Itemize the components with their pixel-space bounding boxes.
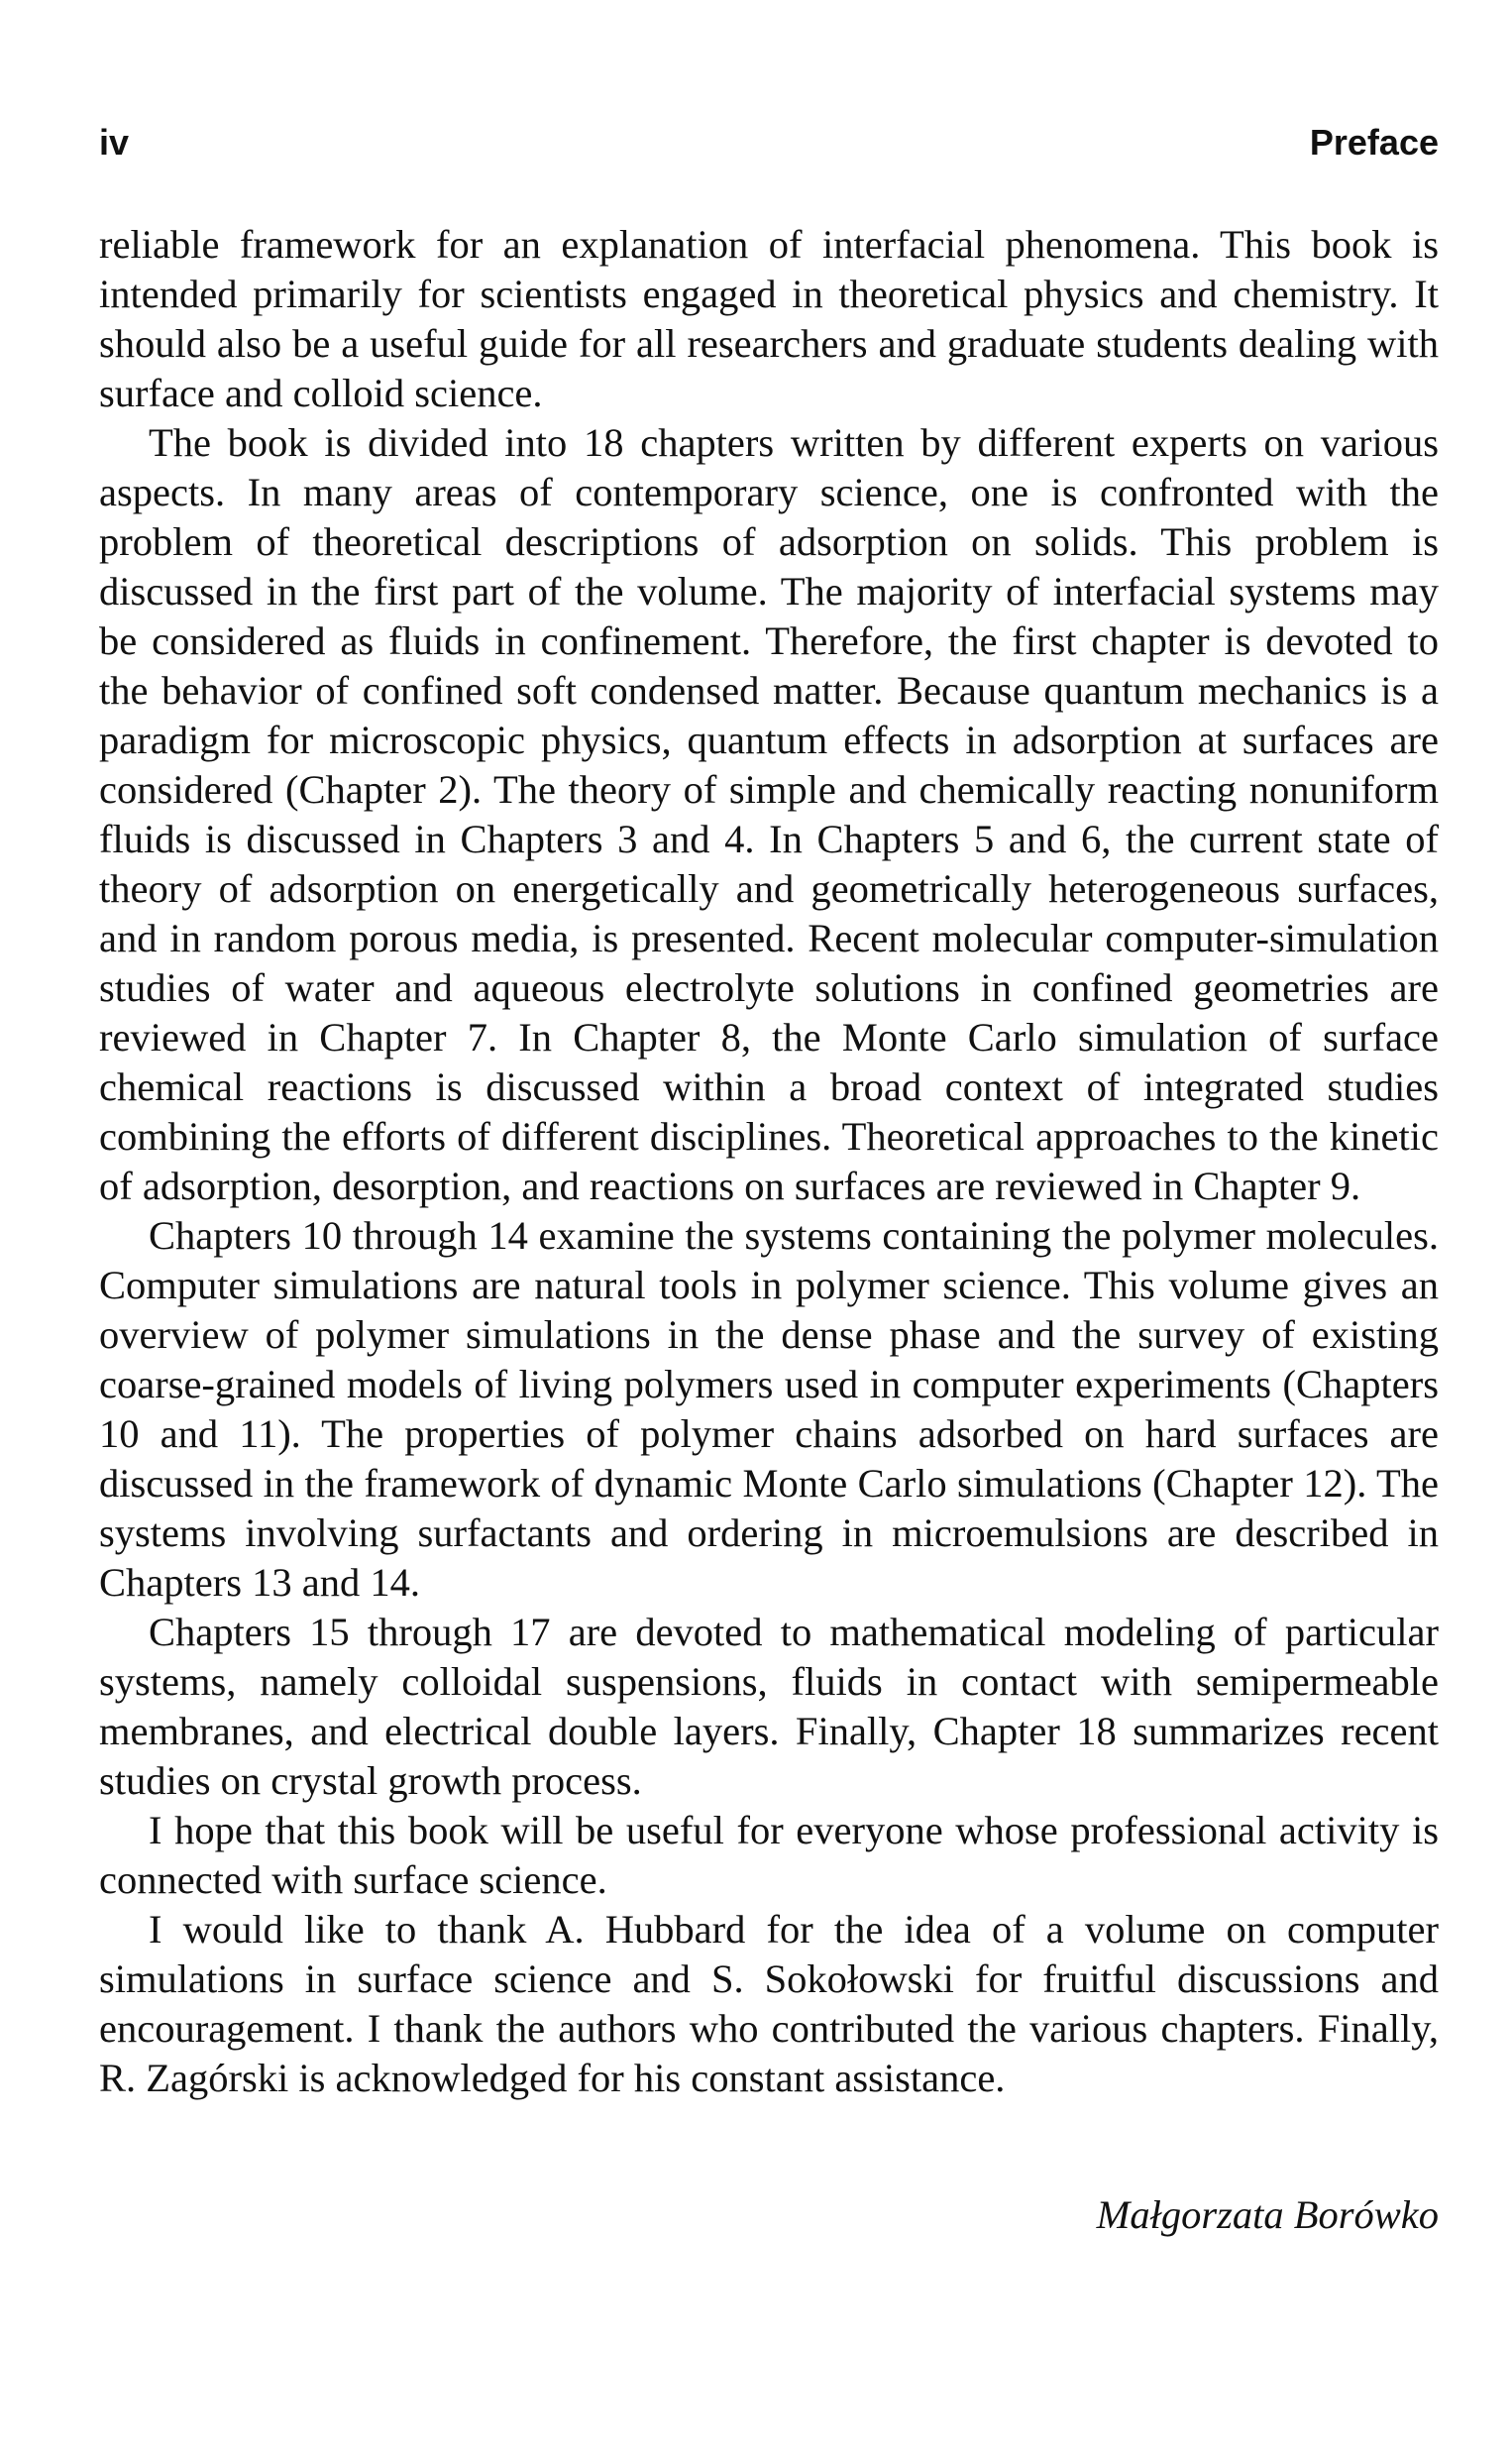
running-head	[99, 119, 1439, 167]
document-page	[99, 119, 1439, 2240]
paragraph-5: I hope that this book will be useful for everyone whose professional activity is connected with surface science.	[99, 1808, 1439, 1902]
section-title: Preface	[1309, 122, 1439, 163]
paragraph-1: reliable framework for an explanation of interfacial phenomena. This book is intended primarily for scientists engaged in theoretical physics and chemistry. It should also be a useful guide for all researchers and graduate students dealing with surface and colloid science.	[99, 222, 1439, 415]
body-text	[99, 220, 1439, 2103]
paragraph-4: Chapters 15 through 17 are devoted to mathematical modeling of particular systems, namely colloidal suspensions, fluids in contact with semipermeable membranes, and electrical double layers. Finally, Chapter 18 summarizes recent studies on crystal growth process.	[99, 1610, 1439, 1803]
author-signature: Małgorzata Borówko	[1096, 2192, 1439, 2237]
page-number: iv	[99, 122, 130, 163]
paragraph-3: Chapters 10 through 14 examine the systems containing the polymer molecules. Computer simulations are natural tools in polymer science. This volume gives an overview of polymer simulations in the dense phase and the survey of existing coarse-grained models of living polymers used in computer experiments (Chapters 10 and 11). The properties of polymer chains adsorbed on hard surfaces are discussed in the framework of dynamic Monte Carlo simulations (Chapter 12). The systems involving surfactants and ordering in microemulsions are described in Chapters 13 and 14.	[99, 1213, 1439, 1605]
paragraph-6: I would like to thank A. Hubbard for the idea of a volume on computer simulations in surface science and S. Sokołowski for fruitful discussions and encouragement. I thank the authors who contributed the various chapters. Finally, R. Zagórski is acknowledged for his constant assistance.	[99, 1907, 1439, 2100]
paragraph-2: The book is divided into 18 chapters written by different experts on various aspects. In many areas of contemporary science, one is confronted with the problem of theoretical descriptions of adsorption on solids. This problem is discussed in the first part of the volume. The majority of interfacial systems may be considered as fluids in confinement. Therefore, the first chapter is devoted to the behavior of confined soft condensed matter. Because quantum mechanics is a paradigm for microscopic physics, quantum effects in adsorption at surfaces are considered (Chapter 2). The theory of simple and chemically reacting nonuniform fluids is discussed in Chapters 3 and 4. In Chapters 5 and 6, the current state of theory of adsorption on energetically and geometrically heterogeneous surfaces, and in random porous media, is presented. Recent molecular computer-simulation studies of water and aqueous electrolyte solutions in confined geometries are reviewed in Chapter 7. In Chapter 8, the Monte Carlo simulation of surface chemical reactions is discussed within a broad context of integrated studies combining the efforts of different disciplines. Theoretical approaches to the kinetic of adsorption, desorption, and reactions on surfaces are reviewed in Chapter 9.	[99, 420, 1439, 1208]
